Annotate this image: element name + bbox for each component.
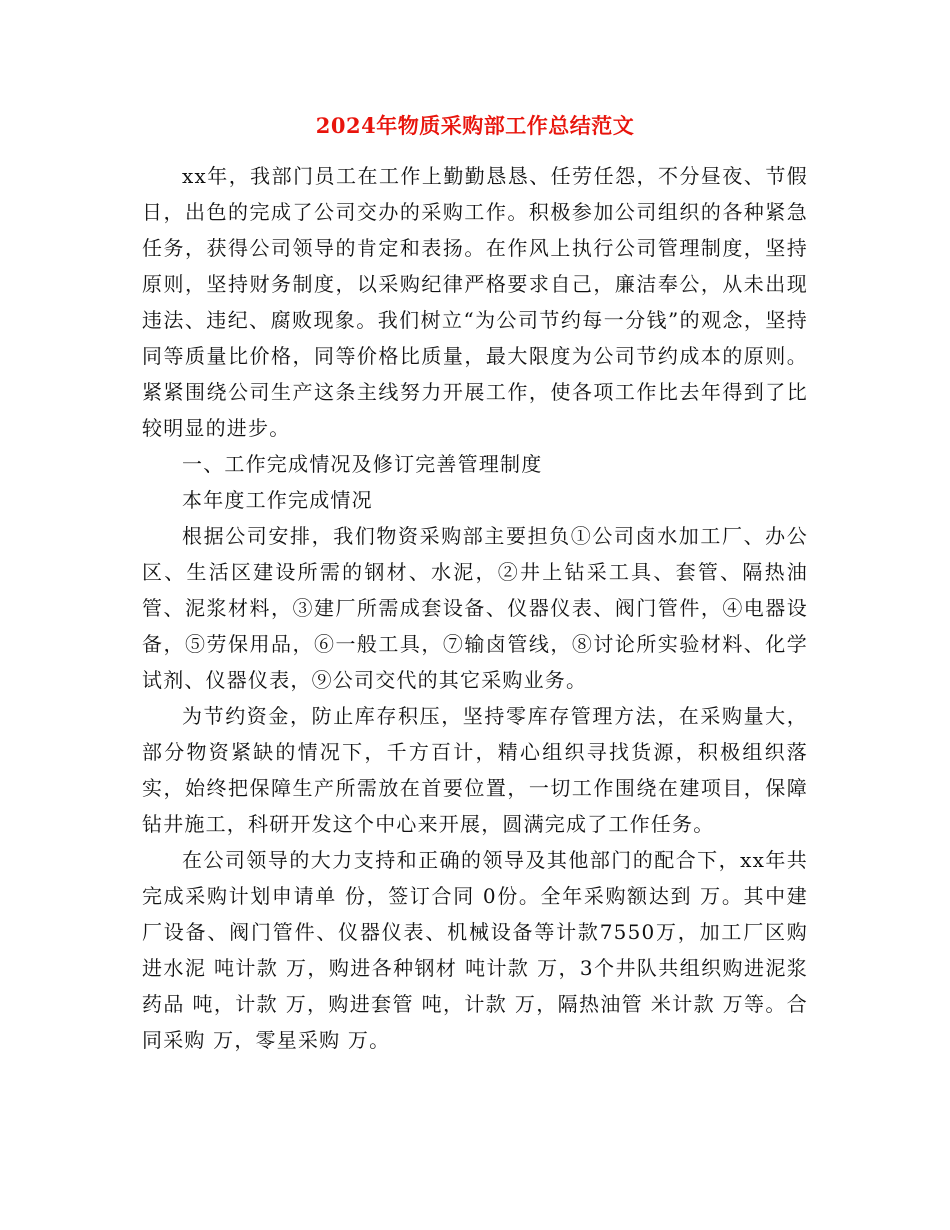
document-title: 2024年物质采购部工作总结范文 xyxy=(315,113,635,138)
paragraph-procurement-figures: 在公司领导的大力支持和正确的领导及其他部门的配合下，xx年共完成采购计划申请单 份，签订合同 0份。全年采购额达到 万。其中建厂设备、阀门管件、仪器仪表、机械设备等计款7550万，加工厂区购进水泥 吨计款 万，购进各种钢材 吨计款 万，3个井队共组织购进泥浆药品 吨，计款 万，购进套管 吨，计款 万，隔热油管 米计款 万等。合同采购 万，零星采购 万。 xyxy=(142,848,808,1052)
paragraph-intro: xx年，我部门员工在工作上勤勤恳恳、任劳任怨，不分昼夜、节假日，出色的完成了公司交办的采购工作。积极参加公司组织的各种紧急任务，获得公司领导的肯定和表扬。在作风上执行公司管理制度，坚持原则，坚持财务制度，以采购纪律严格要求自己，廉洁奉公，从未出现违法、违纪、腐败现象。我们树立“为公司节约每一分钱”的观念，坚持同等质量比价格，同等价格比质量，最大限度为公司节约成本的原则。紧紧围绕公司生产这条主线努力开展工作，使各项工作比去年得到了比较明显的进步。 xyxy=(142,164,808,440)
section-heading-work-completion: 一、工作完成情况及修订完善管理制度 xyxy=(182,452,543,476)
subsection-heading-annual-completion: 本年度工作完成情况 xyxy=(182,488,373,512)
paragraph-cost-saving: 为节约资金，防止库存积压，坚持零库存管理方法，在采购量大，部分物资紧缺的情况下，千方百计，精心组织寻找货源，积极组织落实，始终把保障生产所需放在首要位置，一切工作围绕在建项目，保障钻井施工，科研开发这个中心来开展，圆满完成了工作任务。 xyxy=(142,704,808,836)
paragraph-responsibilities: 根据公司安排，我们物资采购部主要担负①公司卤水加工厂、办公区、生活区建设所需的钢材、水泥，②井上钻采工具、套管、隔热油管、泥浆材料，③建厂所需成套设备、仪器仪表、阀门管件，④电器设备，⑤劳保用品，⑥一般工具，⑦输卤管线，⑧讨论所实验材料、化学试剂、仪器仪表，⑨公司交代的其它采购业务。 xyxy=(142,524,808,692)
